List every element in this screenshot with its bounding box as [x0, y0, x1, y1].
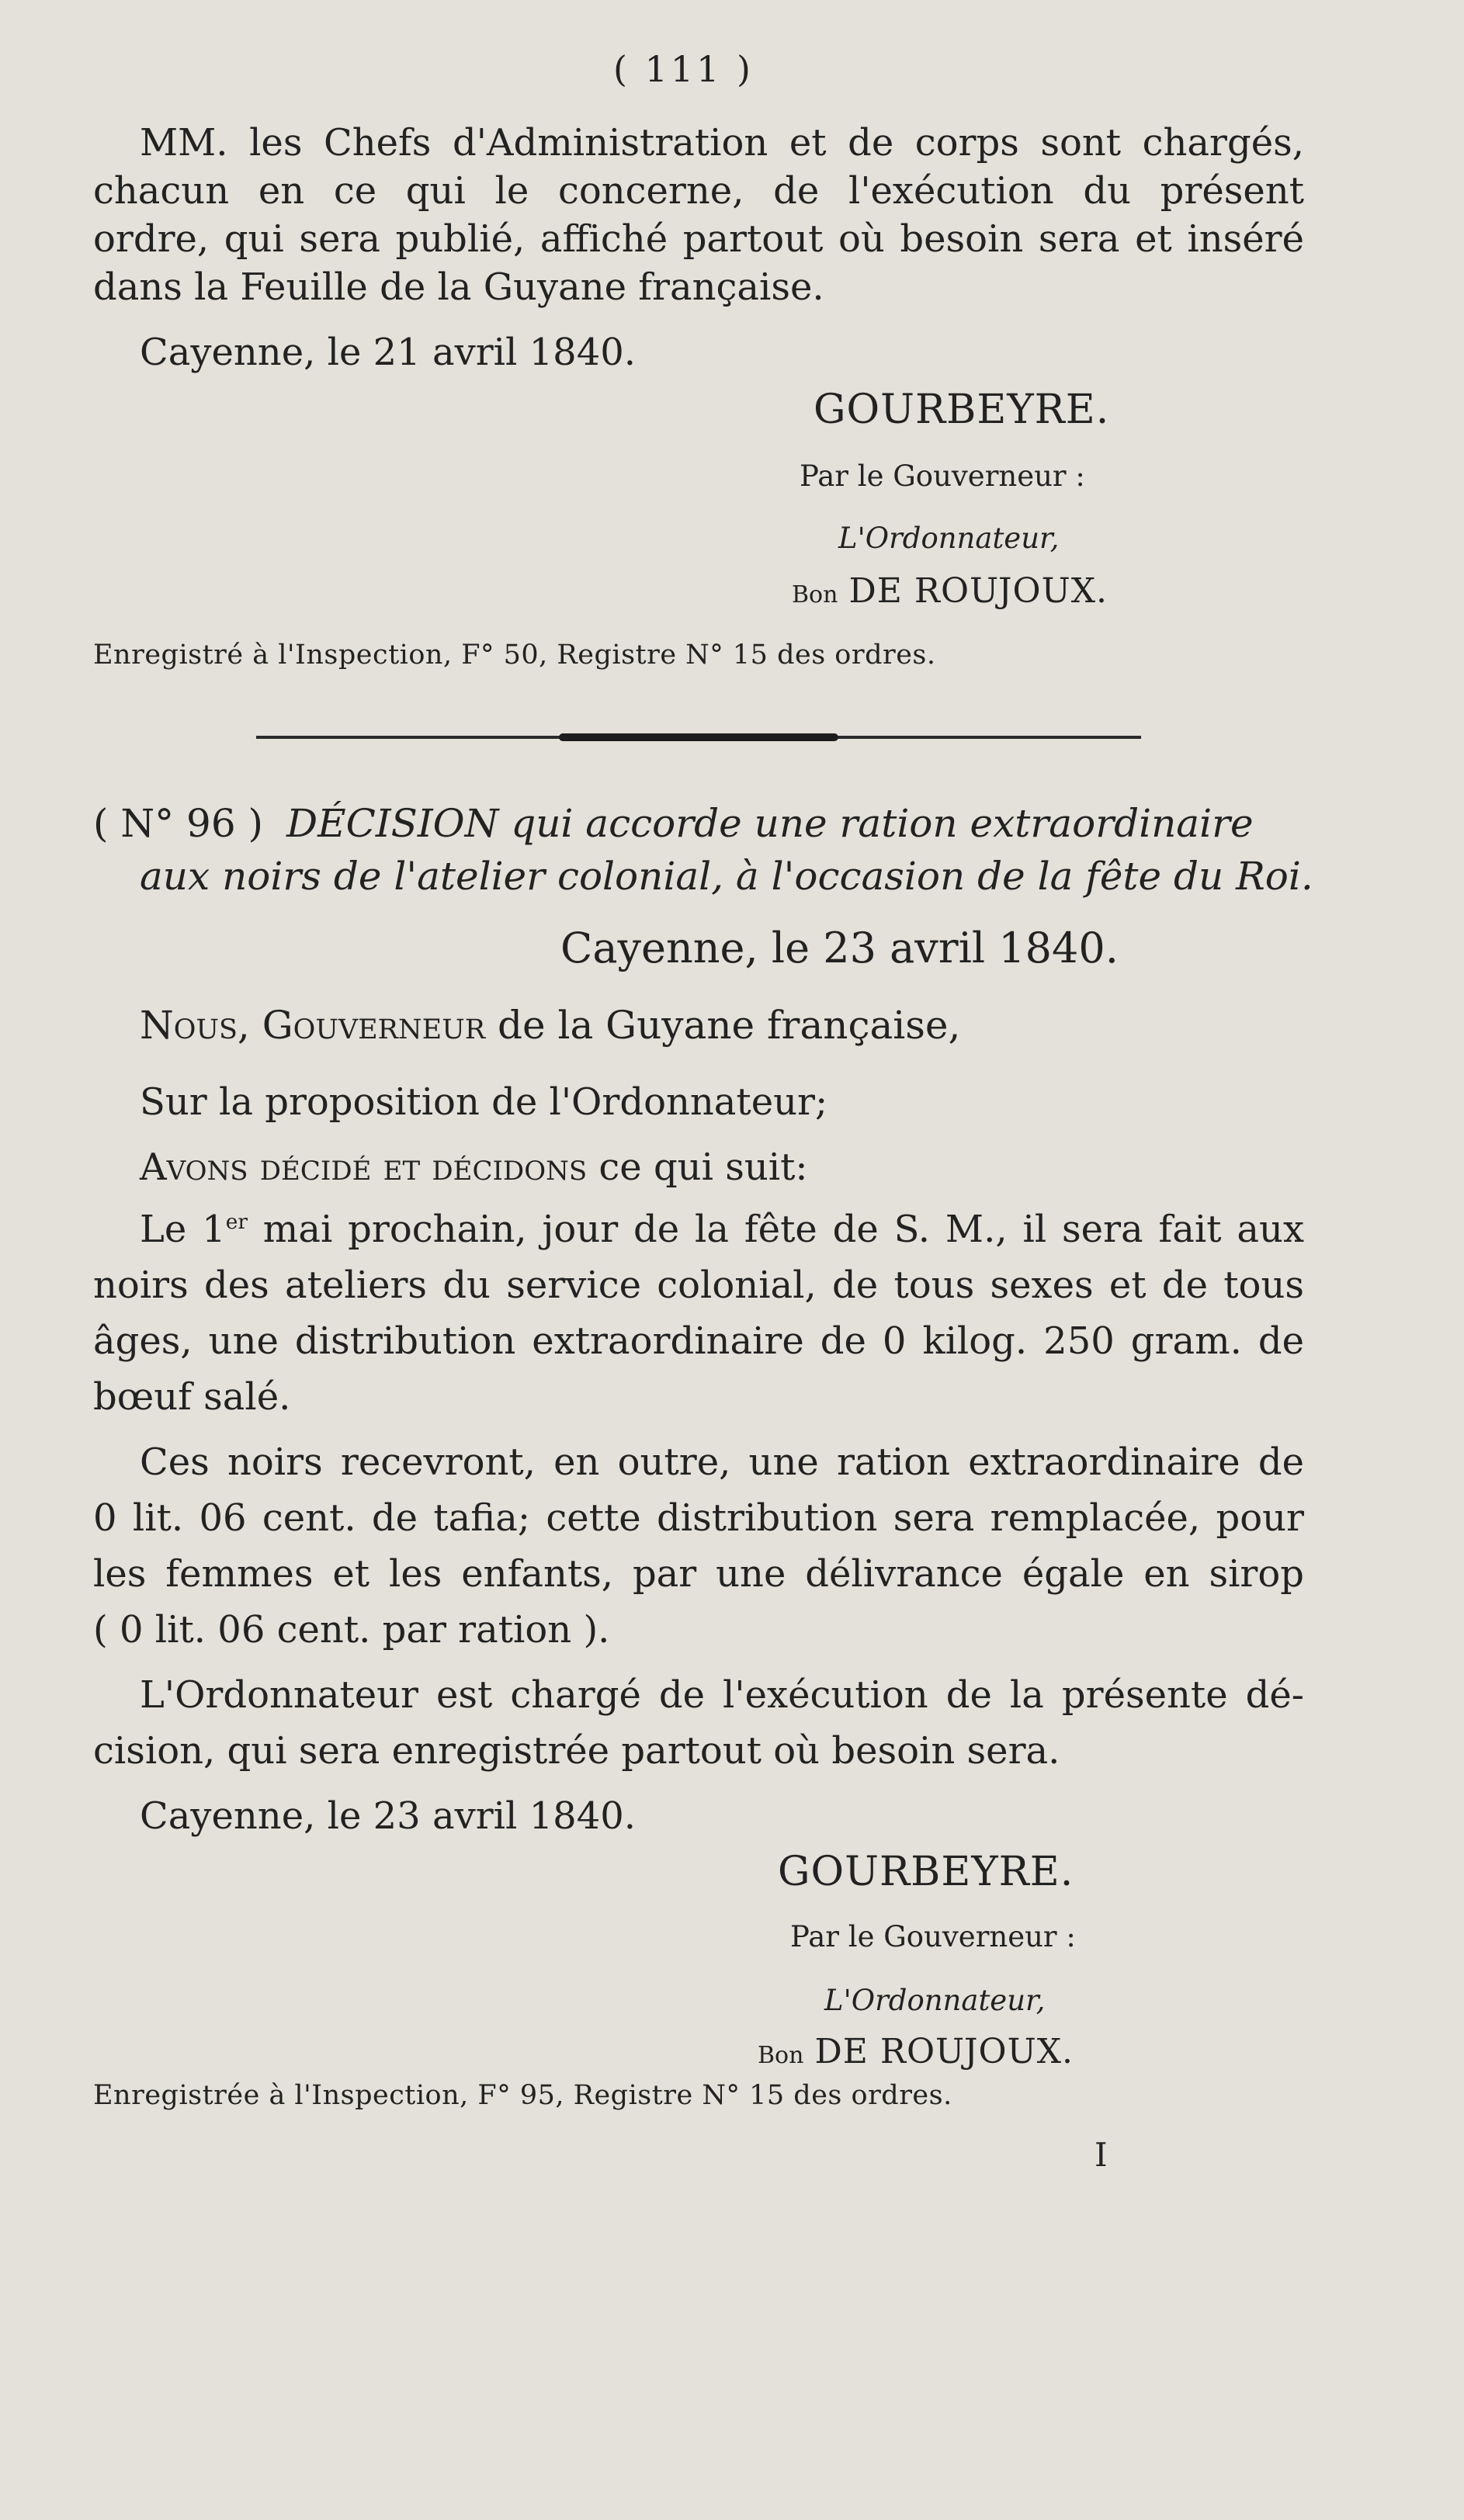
- decision-para1-line-1: [140, 1201, 1304, 1257]
- decision-para3-line-2: cision, qui sera enregistrée partout où besoin sera.: [93, 1729, 1060, 1773]
- decision-number: ( N° 96 ): [93, 801, 264, 846]
- decision-nous-line: [140, 1003, 960, 1048]
- decision-para2-line-2: 0 lit. 06 cent. de tafia; cette distribution sera remplacée, pour: [93, 1496, 1304, 1540]
- decision-para1-sup: er: [225, 1210, 248, 1234]
- decision-para1-line-2: noirs des ateliers du service colonial, de tous sexes et de tous: [93, 1263, 1304, 1307]
- decision-countersign-name: DE ROUJOUX.: [814, 2032, 1074, 2071]
- decision-para1-start: Le 1: [140, 1208, 226, 1251]
- decision-countersign-title: Bon: [758, 2042, 804, 2069]
- decision-title-line-1: [93, 801, 1254, 846]
- order-closing-line-1: MM. les Chefs d'Administration et de corps sont chargés,: [140, 121, 1304, 165]
- decision-countersign: [758, 2032, 1074, 2071]
- order-closing-line-3: ordre, qui sera publié, affiché partout où besoin sera et inséré: [93, 217, 1304, 261]
- decision-by-governor: Par le Gouverneur :: [790, 1920, 1076, 1953]
- order-countersign-name: DE ROUJOUX.: [848, 571, 1108, 611]
- decision-registration: Enregistrée à l'Inspection, F° 95, Registre N° 15 des ordres.: [93, 2080, 952, 2111]
- decision-nous-rest: de la Guyane française,: [497, 1003, 961, 1048]
- order-registration: Enregistré à l'Inspection, F° 50, Registre N° 15 des ordres.: [93, 640, 936, 671]
- order-closing-line-2: chacun en ce qui le concerne, de l'exécution du présent: [93, 169, 1304, 213]
- decision-title-line-2: aux noirs de l'atelier colonial, à l'occasion de la fête du Roi.: [140, 854, 1313, 899]
- order-by-governor: Par le Gouverneur :: [800, 459, 1085, 493]
- decision-para2-line-3: les femmes et les enfants, par une délivrance égale en sirop: [93, 1552, 1304, 1596]
- order-date: Cayenne, le 21 avril 1840.: [140, 331, 637, 374]
- section-separator-center: [559, 733, 838, 741]
- decision-avons-line: [140, 1139, 808, 1195]
- order-countersign-title: Bon: [792, 581, 838, 608]
- decision-gouverneur: Gouverneur: [262, 1003, 486, 1048]
- decision-date-footer: Cayenne, le 23 avril 1840.: [140, 1794, 637, 1838]
- decision-proposition: Sur la proposition de l'Ordonnateur;: [140, 1080, 828, 1124]
- page-number: ( 111 ): [613, 48, 754, 90]
- decision-avons-rest: ce qui suit:: [598, 1146, 808, 1189]
- signature-mark: I: [1095, 2136, 1108, 2174]
- decision-para3-line-1: L'Ordonnateur est chargé de l'exécution de la présente dé-: [140, 1673, 1304, 1717]
- decision-nous: Nous,: [140, 1003, 250, 1048]
- order-countersign: [792, 571, 1108, 611]
- order-ordonnateur: L'Ordonnateur,: [838, 522, 1060, 555]
- decision-para1-line-3: âges, une distribution extraordinaire de 0 kilog. 250 gram. de: [93, 1319, 1304, 1363]
- decision-para2-line-4: ( 0 lit. 06 cent. par ration ).: [93, 1608, 610, 1652]
- order-signature: GOURBEYRE.: [814, 386, 1110, 433]
- decision-title-text-1: DÉCISION qui accorde une ration extraordinaire: [286, 801, 1254, 846]
- decision-ordonnateur: L'Ordonnateur,: [824, 1984, 1046, 2017]
- decision-signature: GOURBEYRE.: [778, 1849, 1074, 1895]
- decision-para2-line-1: Ces noirs recevront, en outre, une ration extraordinaire de: [140, 1440, 1304, 1484]
- order-closing-line-4: dans la Feuille de la Guyane française.: [93, 265, 824, 309]
- decision-date-header: Cayenne, le 23 avril 1840.: [560, 924, 1119, 972]
- decision-para1-line-4: bœuf salé.: [93, 1375, 291, 1419]
- decision-avons: Avons décidé et décidons: [140, 1146, 588, 1189]
- decision-para1-rest: mai prochain, jour de la fête de S. M., il sera fait aux: [247, 1208, 1305, 1251]
